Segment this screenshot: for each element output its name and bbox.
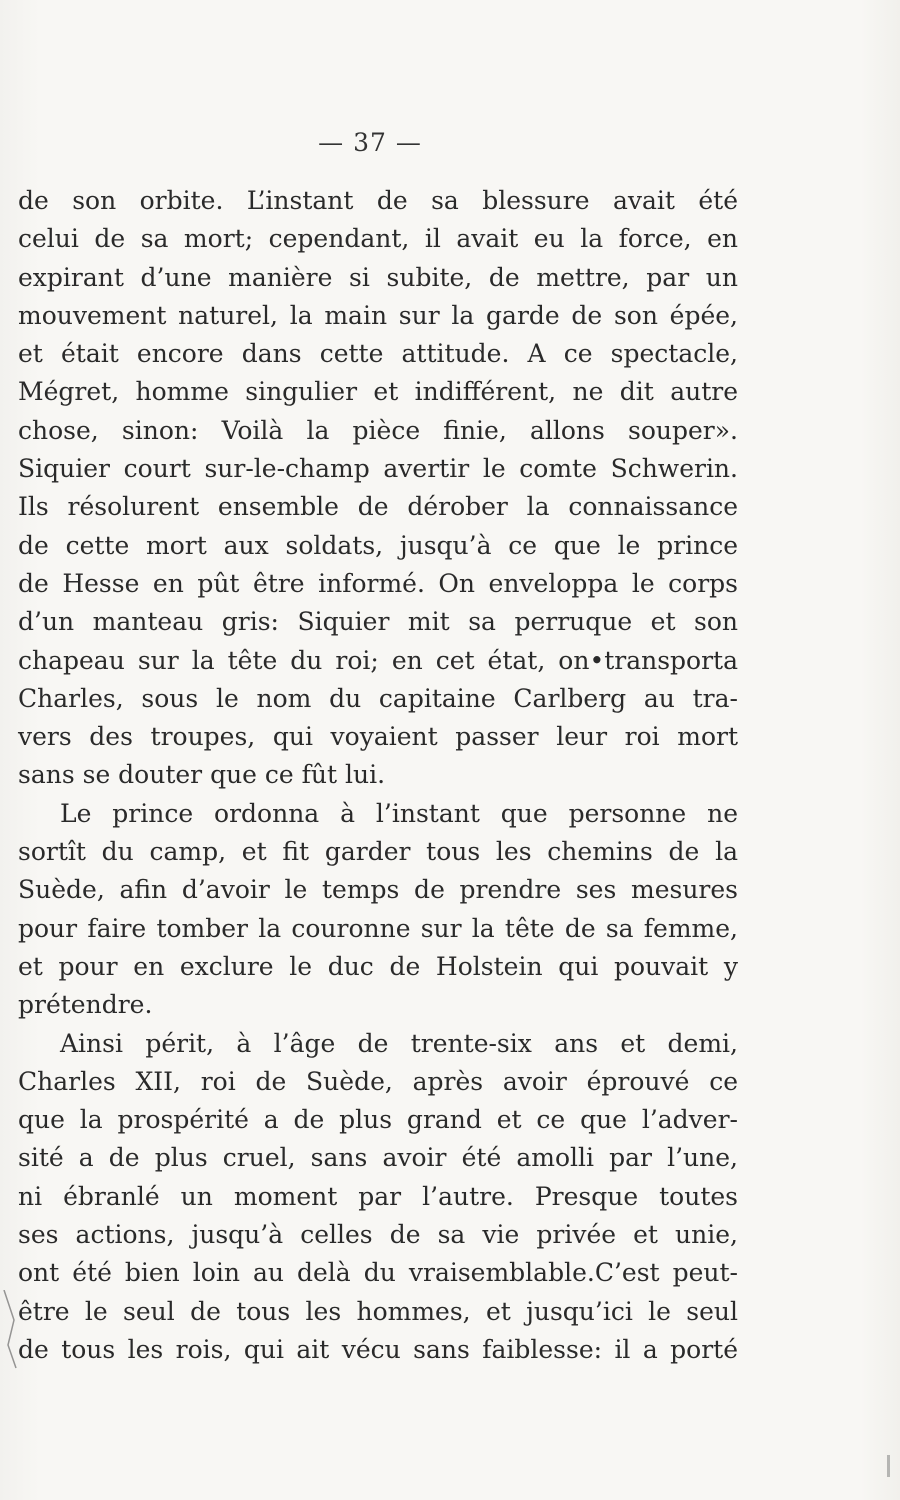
text-line: Suède, afin d’avoir le temps de prendre ses mesures — [18, 875, 738, 905]
text-line: Charles XII, roi de Suède, après avoir éprouvé ce — [18, 1066, 738, 1096]
paragraph-end-line: sans se douter que ce fût lui. — [18, 760, 386, 790]
text-line: et pour en exclure le duc de Holstein qui pouvait y — [18, 951, 738, 981]
page-edge-mark — [2, 1290, 22, 1370]
text-line: expirant d’une manière si subite, de mettre, par un — [18, 262, 738, 292]
text-line: pour faire tomber la couronne sur la tête de sa femme, — [18, 913, 738, 943]
page-number: — 37 — — [318, 128, 422, 157]
text-line: Siquier court sur-le-champ avertir le comte Schwerin. — [18, 454, 738, 484]
text-line: vers des troupes, qui voyaient passer leur roi mort — [18, 722, 738, 752]
text-line: et était encore dans cette attitude. A ce spectacle, — [18, 339, 738, 369]
text-line: que la prospérité a de plus grand et ce que l’adver- — [18, 1105, 738, 1135]
text-line: mouvement naturel, la main sur la garde de son épée, — [18, 300, 738, 330]
paragraph-end-line: prétendre. — [18, 990, 153, 1020]
text-line: de tous les rois, qui ait vécu sans faiblesse: il a porté — [18, 1334, 738, 1364]
text-line: être le seul de tous les hommes, et jusqu’ici le seul — [18, 1296, 738, 1326]
scan-speck — [887, 1455, 890, 1477]
text-line: chapeau sur la tête du roi; en cet état, on•transporta — [18, 645, 738, 675]
text-line: de cette mort aux soldats, jusqu’à ce que le prince — [18, 530, 738, 560]
text-line: ni ébranlé un moment par l’autre. Presque toutes — [18, 1181, 738, 1211]
body-text — [18, 182, 738, 1369]
text-line: sortît du camp, et fit garder tous les chemins de la — [18, 837, 738, 867]
paragraph-start-line: Le prince ordonna à l’instant que personne ne — [60, 798, 738, 828]
text-line: sité a de plus cruel, sans avoir été amolli par l’une, — [18, 1143, 738, 1173]
text-line: ont été bien loin au delà du vraisemblable.C’est peut- — [18, 1258, 738, 1288]
paragraph-start-line: Ainsi périt, à l’âge de trente-six ans et demi, — [60, 1028, 738, 1058]
text-line: celui de sa mort; cependant, il avait eu la force, en — [18, 224, 738, 254]
text-line: de Hesse en pût être informé. On enveloppa le corps — [18, 568, 738, 598]
text-line: d’un manteau gris: Siquier mit sa perruque et son — [18, 607, 738, 637]
text-line: Mégret, homme singulier et indifférent, ne dit autre — [18, 377, 738, 407]
text-line: chose, sinon: Voilà la pièce finie, allons souper». — [18, 415, 738, 445]
text-line: Charles, sous le nom du capitaine Carlberg au tra- — [18, 683, 738, 713]
text-line: Ils résolurent ensemble de dérober la connaissance — [18, 492, 738, 522]
text-line: ses actions, jusqu’à celles de sa vie privée et unie, — [18, 1220, 738, 1250]
text-line: de son orbite. L’instant de sa blessure avait été — [18, 186, 738, 215]
